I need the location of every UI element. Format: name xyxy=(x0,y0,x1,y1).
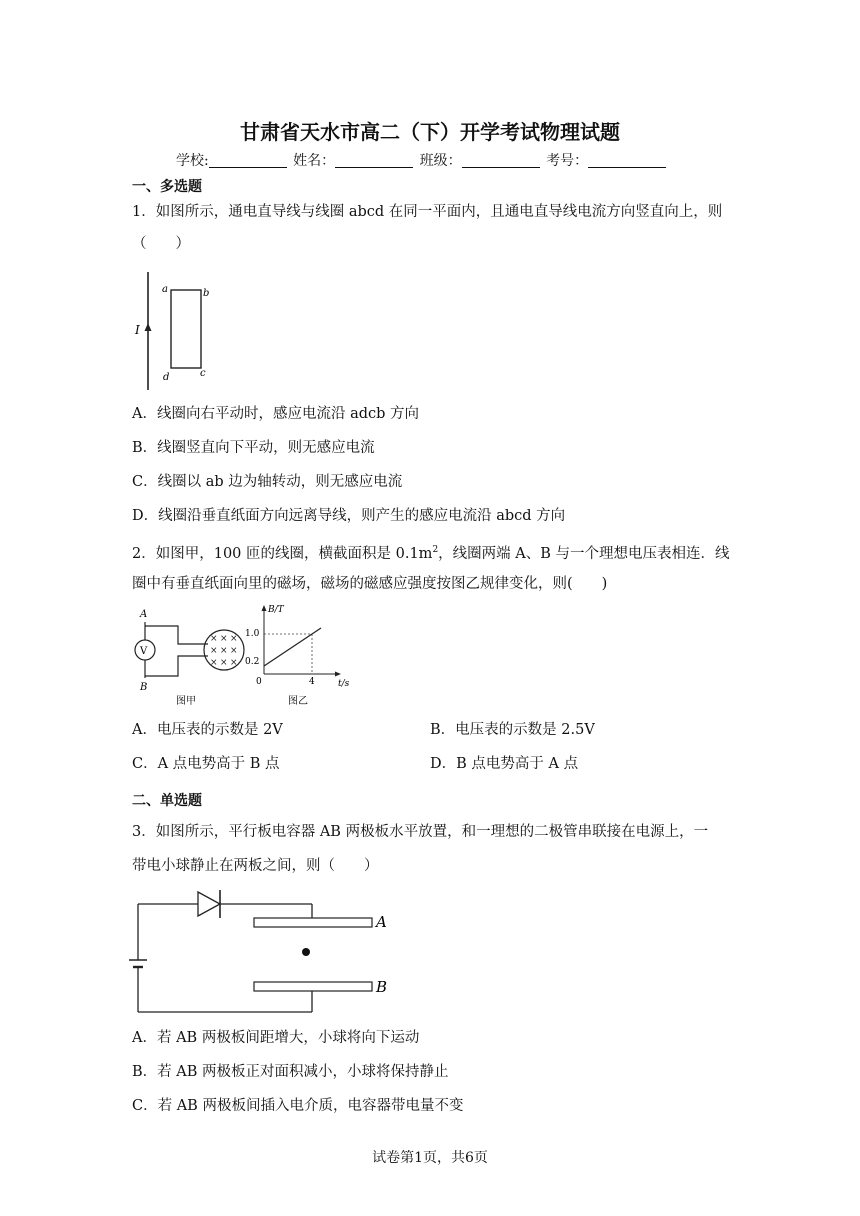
q2-cross-9: × xyxy=(230,658,238,668)
student-info-line xyxy=(176,151,668,171)
q1-stem-line2: （ ） xyxy=(132,236,190,252)
q2-stem-line2: 圈中有垂直纸面向里的磁场，磁场的磁感应强度按图乙规律变化，则( ) xyxy=(132,576,608,592)
q1-label-b: b xyxy=(203,288,210,299)
section-heading-single-choice: 二、单选题 xyxy=(132,793,202,809)
q1-label-c: c xyxy=(200,368,206,379)
q2-stem-superscript: 2 xyxy=(432,545,439,555)
q2-cross-2: × xyxy=(220,634,228,644)
q3-option-b: B．若 AB 两极板正对面积减小，小球将保持静止 xyxy=(132,1064,449,1080)
q3-plate-b-label: B xyxy=(376,978,388,996)
q1-current-label: I xyxy=(135,323,140,337)
q1-stem-line1: 1．如图所示，通电直导线与线圈 abcd 在同一平面内，且通电直导线电流方向竖直向上，则 xyxy=(132,204,723,220)
name-blank xyxy=(335,153,413,168)
class-blank xyxy=(462,153,540,168)
class-label: 班级： xyxy=(419,153,462,169)
section-heading-multi-choice: 一、多选题 xyxy=(132,179,202,195)
q3-stem-line1: 3．如图所示，平行板电容器 AB 两极板水平放置，和一理想的二极管串联接在电源上，一 xyxy=(132,824,709,840)
q2-option-b: B．电压表的示数是 2.5V xyxy=(430,722,595,738)
school-blank xyxy=(209,153,287,168)
q2-cross-6: × xyxy=(230,646,238,656)
page-footer: 试卷第1页，共6页 xyxy=(372,1150,488,1166)
q2-graph xyxy=(245,605,350,707)
q2-stem-line1-pre: 2．如图甲，100 匝的线圈，横截面积是 0.1m xyxy=(132,545,433,562)
q2-graph-tick-1-0: 1.0 xyxy=(245,629,260,639)
exam-number-blank xyxy=(588,153,666,168)
q1-label-d: d xyxy=(163,372,170,383)
q2-cross-3: × xyxy=(230,634,238,644)
exam-number-label: 考号： xyxy=(546,153,589,169)
q2-option-c: C．A 点电势高于 B 点 xyxy=(132,756,280,772)
q1-option-b: B．线圈竖直向下平动，则无感应电流 xyxy=(132,440,375,456)
q3-charged-ball xyxy=(302,948,310,956)
q3-plate-a-label: A xyxy=(376,913,387,931)
q2-cross-4: × xyxy=(210,646,218,656)
page-title: 甘肃省天水市高二（下）开学考试物理试题 xyxy=(240,120,620,144)
q1-label-a: a xyxy=(162,284,168,295)
school-label: 学校: xyxy=(176,153,209,169)
q1-option-c: C．线圈以 ab 边为轴转动，则无感应电流 xyxy=(132,474,403,490)
q2-graph-tick-4: 4 xyxy=(309,677,315,687)
q2-stem-line1 xyxy=(132,540,730,564)
q2-graph-x-axis-label: t/s xyxy=(338,679,350,689)
q3-option-c: C．若 AB 两极板间插入电介质，电容器带电量不变 xyxy=(132,1098,464,1114)
q1-figure-wire-coil xyxy=(125,268,225,394)
q2-cross-7: × xyxy=(210,658,218,668)
q2-terminal-b-label: B xyxy=(140,682,148,693)
q2-caption-left: 图甲 xyxy=(176,696,196,707)
q2-voltmeter-label: V xyxy=(140,646,148,657)
q2-caption-right: 图乙 xyxy=(288,696,308,707)
q2-option-a: A．电压表的示数是 2V xyxy=(132,722,283,738)
q1-option-a: A．线圈向右平动时，感应电流沿 adcb 方向 xyxy=(132,406,420,422)
q2-cross-1: × xyxy=(210,634,218,644)
q2-option-d: D．B 点电势高于 A 点 xyxy=(430,756,579,772)
q2-cross-5: × xyxy=(220,646,228,656)
q2-graph-y-axis-label: B/T xyxy=(268,605,284,615)
q2-terminal-a-label: A xyxy=(140,609,148,620)
q2-graph-tick-0: 0 xyxy=(256,677,262,687)
q3-stem-line2: 带电小球静止在两板之间，则（ ） xyxy=(132,858,379,874)
q2-figure xyxy=(128,602,368,710)
q3-figure-capacitor-circuit xyxy=(128,874,408,1022)
q2-graph-tick-0-2: 0.2 xyxy=(245,657,260,667)
q1-option-d: D．线圈沿垂直纸面方向远离导线，则产生的感应电流沿 abcd 方向 xyxy=(132,508,566,524)
q2-stem-line1-post: ，线圈两端 A、B 与一个理想电压表相连．线 xyxy=(438,545,730,562)
q3-option-a: A．若 AB 两极板间距增大，小球将向下运动 xyxy=(132,1030,420,1046)
name-label: 姓名： xyxy=(293,153,336,169)
q2-cross-8: × xyxy=(220,658,228,668)
